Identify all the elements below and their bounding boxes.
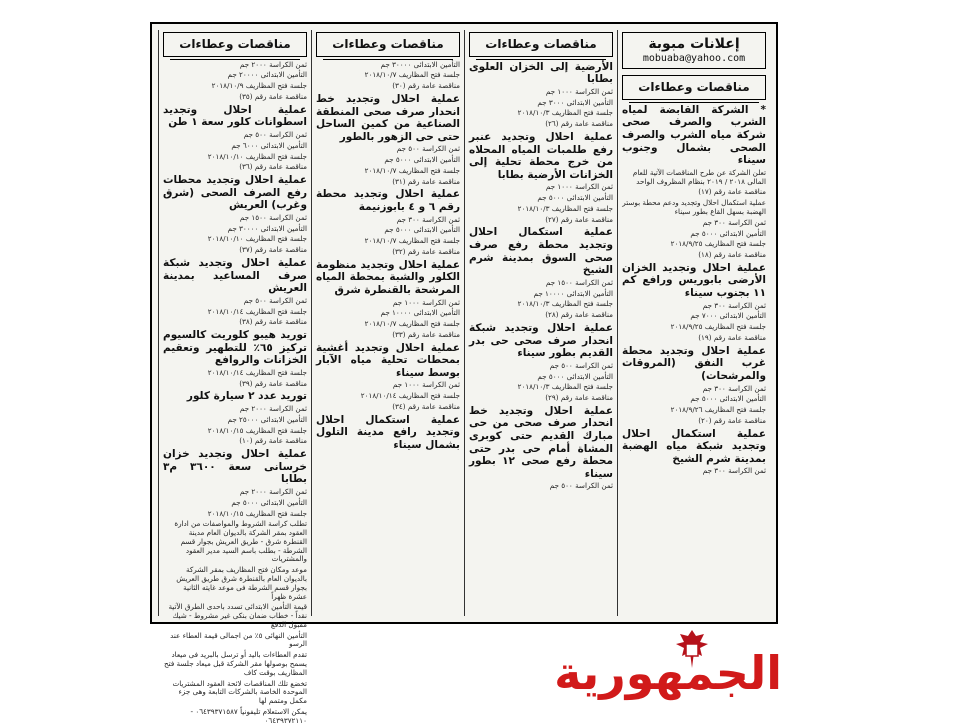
ad-line: جلسة فتح المظاريف ٢٠١٨/١٠/١٤ [360, 391, 460, 401]
ad-line: ثمن الكراسة ٥٠٠ جم [243, 295, 307, 305]
ad-line: عملية احلال وتجديد خط انحدار صرف صحى من حى مبارك القديم حتى كوبرى المشاة أمام حى بدر حتى محطة رفع صحى ١٢ بطور سيناء [469, 404, 613, 480]
logo-text: الجمهورية [554, 646, 782, 700]
ad-line: التأمين الابتدائى ٣٠٠٠٠ جم [227, 223, 307, 233]
ad-line: عملية استكمال احلال وتجديد رافع مدينة التلول بشمال سيناء [316, 413, 460, 451]
newspaper-logo [554, 628, 782, 702]
ad-line: ثمن الكراسة ١٠٠٠ جم [392, 380, 460, 390]
column-body [622, 104, 766, 476]
ad-line: التأمين الابتدائى ٢٥٠٠٠ جم [227, 414, 307, 424]
ad-line: التأمين الابتدائى ٧٠٠٠ جم [690, 311, 766, 321]
ad-line: ثمن الكراسة ٣٠٠ جم [702, 383, 766, 393]
section-heading: مناقصات وعطاءات [622, 75, 766, 100]
ad-line: تخضع تلك المناقصات لائحة العقود المشتريات الموحدة الخاصة بالشركات التابعة وهى جزء مكمل ومتمم لها [172, 678, 307, 706]
ad-line: التأمين الابتدائى ٥٠٠٠ جم [384, 225, 460, 235]
ad-line: مناقصة عامة رقم (٣٢) [392, 247, 460, 256]
ad-line: ثمن الكراسة ١٠٠٠ جم [392, 297, 460, 307]
ad-line: ثمن الكراسة ٢٠٠٠ جم [239, 486, 307, 496]
ad-line: ثمن الكراسة ١٥٠٠ جم [239, 212, 307, 222]
ad-line: جلسة فتح المظاريف ٢٠١٨/١٠/٧ [364, 165, 460, 175]
ad-line: جلسة فتح المظاريف ٢٠١٨/١٠/١٤ [207, 306, 307, 316]
ad-line: جلسة فتح المظاريف ٢٠١٨/١٠/٧ [364, 70, 460, 80]
ad-line: مناقصة عامة رقم (٣٦) [239, 162, 307, 172]
ad-line: عملية استكمال احلال وتجديد شبكة مياه الهضبة بمدينة شرم الشيخ [622, 427, 766, 465]
ad-line: مناقصة عامة رقم (٢٠) [698, 415, 766, 425]
ad-line: جلسة فتح المظاريف ٢٠١٨/١٠/٣ [517, 299, 613, 309]
ad-line: مناقصة عامة رقم (٢٨) [545, 310, 613, 320]
classifieds-title: إعلانات مبوبة [648, 36, 740, 52]
ad-line: ثمن الكراسة ٣٠٠ جم [396, 214, 460, 224]
ad-line: عملية احلال وتجديد خط انحدار صرف صحى المنطقة الصناعية من كمين الساحل حتى حى الزهور بالطور [316, 92, 460, 143]
ad-line: تعلن الشركة عن طرح المناقصات الآتية للعام المالى ٢٠١٨ / ٢٠١٩ بنظام المظروف الواحد [632, 167, 766, 186]
ad-line: يمكن الاستعلام تليفونياً ٠٦٤٣٩٣٧١٥٨٧ - ٠٦٤٣٩٣٧٢١١٠ [190, 706, 307, 725]
ad-line: ثمن الكراسة ١٠٠٠ جم [545, 86, 613, 96]
ad-line: جلسة فتح المظاريف ٢٠١٨/١٠/١٥ [207, 425, 307, 435]
ad-line: ثمن الكراسة ٣٠٠ جم [702, 300, 766, 310]
ad-line: التأمين الابتدائى ٦٠٠٠ جم [231, 140, 307, 150]
ad-line: عملية احلال وتجديد شبكة انحدار صرف صحى حى بدر القديم بطور سيناء [469, 321, 613, 360]
ad-line: ثمن الكراسة ٥٠٠ جم [549, 360, 613, 370]
ad-line: ثمن الكراسة ٥٠٠ جم [243, 129, 307, 139]
ad-line: جلسة فتح المظاريف ٢٠١٨/١٠/٣ [517, 382, 613, 392]
ad-line: ثمن الكراسة ٣٠٠ جم [702, 466, 766, 476]
ad-line: عملية احلال وتجديد منظومة الكلور والشبة بمحطة المياه المرشحة بالقنطرة شرق [316, 258, 460, 296]
column-4 [158, 30, 311, 725]
ad-line: عملية احلال وتجديد اسطوانات كلور سعة ١ طن [163, 103, 307, 129]
ad-line: ثمن الكراسة ٢٠٠٠ جم [239, 59, 307, 69]
ad-line: التأمين الابتدائى ٥٠٠٠ جم [384, 155, 460, 165]
ad-line: مناقصة عامة رقم (٣٠) [392, 81, 460, 91]
ad-line: عملية احلال وتجديد محطة غرب النفق (المروقات والمرشحات) [622, 344, 766, 382]
ad-line: عملية احلال وتجديد عنبر رفع طلمبات المياه المحلاه من خرج محطة تحلية إلى الخزانات الأرضية بطابا [469, 130, 613, 181]
ad-line: مناقصة عامة رقم (١٩) [698, 333, 766, 343]
ad-line: جلسة فتح المظاريف ٢٠١٨/١٠/٣ [517, 108, 613, 118]
ad-line: التأمين الابتدائى ٢٠٠٠٠ جم [227, 70, 307, 80]
column-1 [617, 30, 770, 616]
ad-line: جلسة فتح المظاريف ٢٠١٨/١٠/١٥ [207, 508, 307, 518]
ad-line: التأمين الابتدائى ٥٠٠٠ جم [231, 497, 307, 507]
ad-line: جلسة فتح المظاريف ٢٠١٨/١٠/١٠ [207, 151, 307, 161]
ad-line: الأرضية إلى الخزان العلوى بطابا [469, 60, 613, 86]
ad-line: التأمين الابتدائى ٥٠٠٠ جم [537, 371, 613, 381]
ad-line: ثمن الكراسة ١٠٠٠ جم [545, 182, 613, 192]
section-heading: مناقصات وعطاءات [163, 32, 307, 57]
ad-line: مناقصة عامة رقم (٣٥) [239, 91, 307, 101]
section-heading: مناقصات وعطاءات [316, 32, 460, 57]
ad-line: التأمين الابتدائى ٥٠٠٠ جم [690, 228, 766, 238]
ad-line: مناقصة عامة رقم (١٠) [239, 436, 307, 446]
ad-line: عملية استكمال احلال وتجديد ودعم محطة بوستر الهضبة بسهل القاع بطور سيناء [622, 198, 766, 216]
ad-line: جلسة فتح المظاريف ٢٠١٨/٩/٢٥ [670, 239, 766, 249]
ad-line: قيمة التأمين الابتدائى تسدد باحدى الطرق الآتية نقداً - خطاب ضمان بنكى غير مشروط - شيك مقبول الدفع [168, 602, 307, 629]
ad-line: عملية استكمال احلال وتجديد محطة رفع صرف صحى السوق بمدينة شرم الشيخ [469, 226, 613, 277]
column-body [163, 61, 307, 725]
ad-line: عملية احلال وتجديد محطة رقم ٦ و ٤ بابوزنيمة [316, 188, 460, 214]
ad-line: مناقصة عامة رقم (٢٧) [545, 214, 613, 224]
ad-line: عملية احلال وتجديد شبكة صرف المساعيد بمدينة العريش [163, 256, 307, 295]
ad-line: ثمن الكراسة ٥٠٠ جم [549, 481, 613, 491]
ad-line: تقدم العطاءات باليد أو ترسل بالبريد فى ميعاد يسمح بوصولها مقر الشركة قبل ميعاد جلسة فتح المظاريف بوقت كاف [164, 650, 307, 677]
ad-line: * الشركة القابضة لمياه الشرب والصرف صحى شركة مياه الشرب والصرف الصحى بشمال وجنوب سيناء [622, 103, 766, 167]
ad-line: ثمن الكراسة ١٥٠٠ جم [545, 277, 613, 287]
ad-line: جلسة فتح المظاريف ٢٠١٨/١٠/١٠ [207, 234, 307, 244]
ad-line: مناقصة عامة رقم (٣١) [392, 176, 460, 186]
ad-line: مناقصة عامة رقم (٣٩) [239, 378, 307, 388]
ad-line: عملية احلال وتجديد محطات رفع الصرف الصحى (شرق وغرب) العريش [163, 174, 307, 212]
column-2 [464, 30, 617, 616]
classifieds-box [622, 32, 766, 69]
ad-line: التأمين الابتدائى ٥٠٠٠ جم [537, 193, 613, 203]
ad-line: عملية احلال وتجديد الخزان الأرضى بابوريس ورافع كم ١١ بجنوب سيناء [622, 261, 766, 300]
ad-line: جلسة فتح المظاريف ٢٠١٨/٩/٢٥ [670, 322, 766, 332]
ad-line: جلسة فتح المظاريف ٢٠١٨/١٠/٩ [211, 81, 307, 91]
ad-line: التأمين الابتدائى ٣٠٠٠ جم [537, 97, 613, 107]
ad-line: جلسة فتح المظاريف ٢٠١٨/١٠/٧ [364, 319, 460, 329]
ad-line: التأمين الابتدائى ٣٠٠٠٠ جم [380, 59, 460, 69]
section-heading: مناقصات وعطاءات [469, 32, 613, 57]
ad-line: توريد هيبو كلوريت كالسيوم تركيز ٦٥٪ للتطهير وتعقيم الخزانات والروافع [163, 329, 307, 367]
column-3 [311, 30, 464, 616]
ad-line: مناقصة عامة رقم (٣٧) [239, 245, 307, 255]
ad-line: جلسة فتح المظاريف ٢٠١٨/٩/٢٦ [670, 405, 766, 415]
column-body [316, 61, 460, 452]
ad-line: مناقصة عامة رقم (٣٣) [392, 329, 460, 339]
ad-line: تطلب كراسة الشروط والمواصفات من ادارة العقود بمقر الشركة بالديوان العام مدينة القنطرة شرق - طريق العريش بجوار قسم الشرطة - بطلب باسم السيد مدير العقود والمشتريات [174, 519, 307, 564]
column-body [469, 61, 613, 492]
ad-line: ثمن الكراسة ٥٠٠ جم [396, 144, 460, 154]
ad-line: توريد عدد ٢ سيارة كلور [186, 390, 307, 403]
ad-line: ثمن الكراسة ٣٠٠ جم [702, 217, 766, 227]
ad-line: مناقصة عامة رقم (٢٩) [545, 393, 613, 403]
ad-line: عملية احلال وتجديد أغشية بمحطات تحلية مياه الآبار بوسط سيناء [316, 341, 460, 379]
ad-line: التأمين النهائى ٥٪ من اجمالى قيمة العطاء عند الرسو [170, 630, 307, 649]
ad-line: موعد ومكان فتح المظاريف بمقر الشركة بالديوان العام بالقنطرة شرق طريق العريش بجوار قسم الشرطة فى موعد غايته الثانية عشرة ظهراً [176, 565, 307, 601]
ad-line: جلسة فتح المظاريف ٢٠١٨/١٠/١٤ [207, 367, 307, 377]
ad-line: جلسة فتح المظاريف ٢٠١٨/١٠/٣ [517, 203, 613, 213]
ad-line: التأمين الابتدائى ٥٠٠٠ جم [690, 394, 766, 404]
ad-line: مناقصة عامة رقم (٢٦) [545, 119, 613, 129]
ad-line: التأمين الابتدائى ١٠٠٠٠ جم [533, 288, 613, 298]
ad-line: مناقصة عامة رقم (١٧) [698, 187, 766, 197]
ad-line: مناقصة عامة رقم (٣٨) [239, 317, 307, 327]
ad-line: مناقصة عامة رقم (١٨) [698, 250, 766, 260]
ad-line: التأمين الابتدائى ١٠٠٠٠ جم [380, 308, 460, 318]
ad-line: ثمن الكراسة ٢٠٠٠ جم [239, 404, 307, 414]
ad-line: مناقصة عامة رقم (٣٤) [392, 402, 460, 412]
classifieds-email: mobuaba@yahoo.com [642, 53, 746, 65]
ad-line: جلسة فتح المظاريف ٢٠١٨/١٠/٧ [364, 236, 460, 246]
ad-line: عملية احلال وتجديد خزان خرسانى سعة ٣٦٠٠ م٣ بطابا [163, 448, 307, 486]
